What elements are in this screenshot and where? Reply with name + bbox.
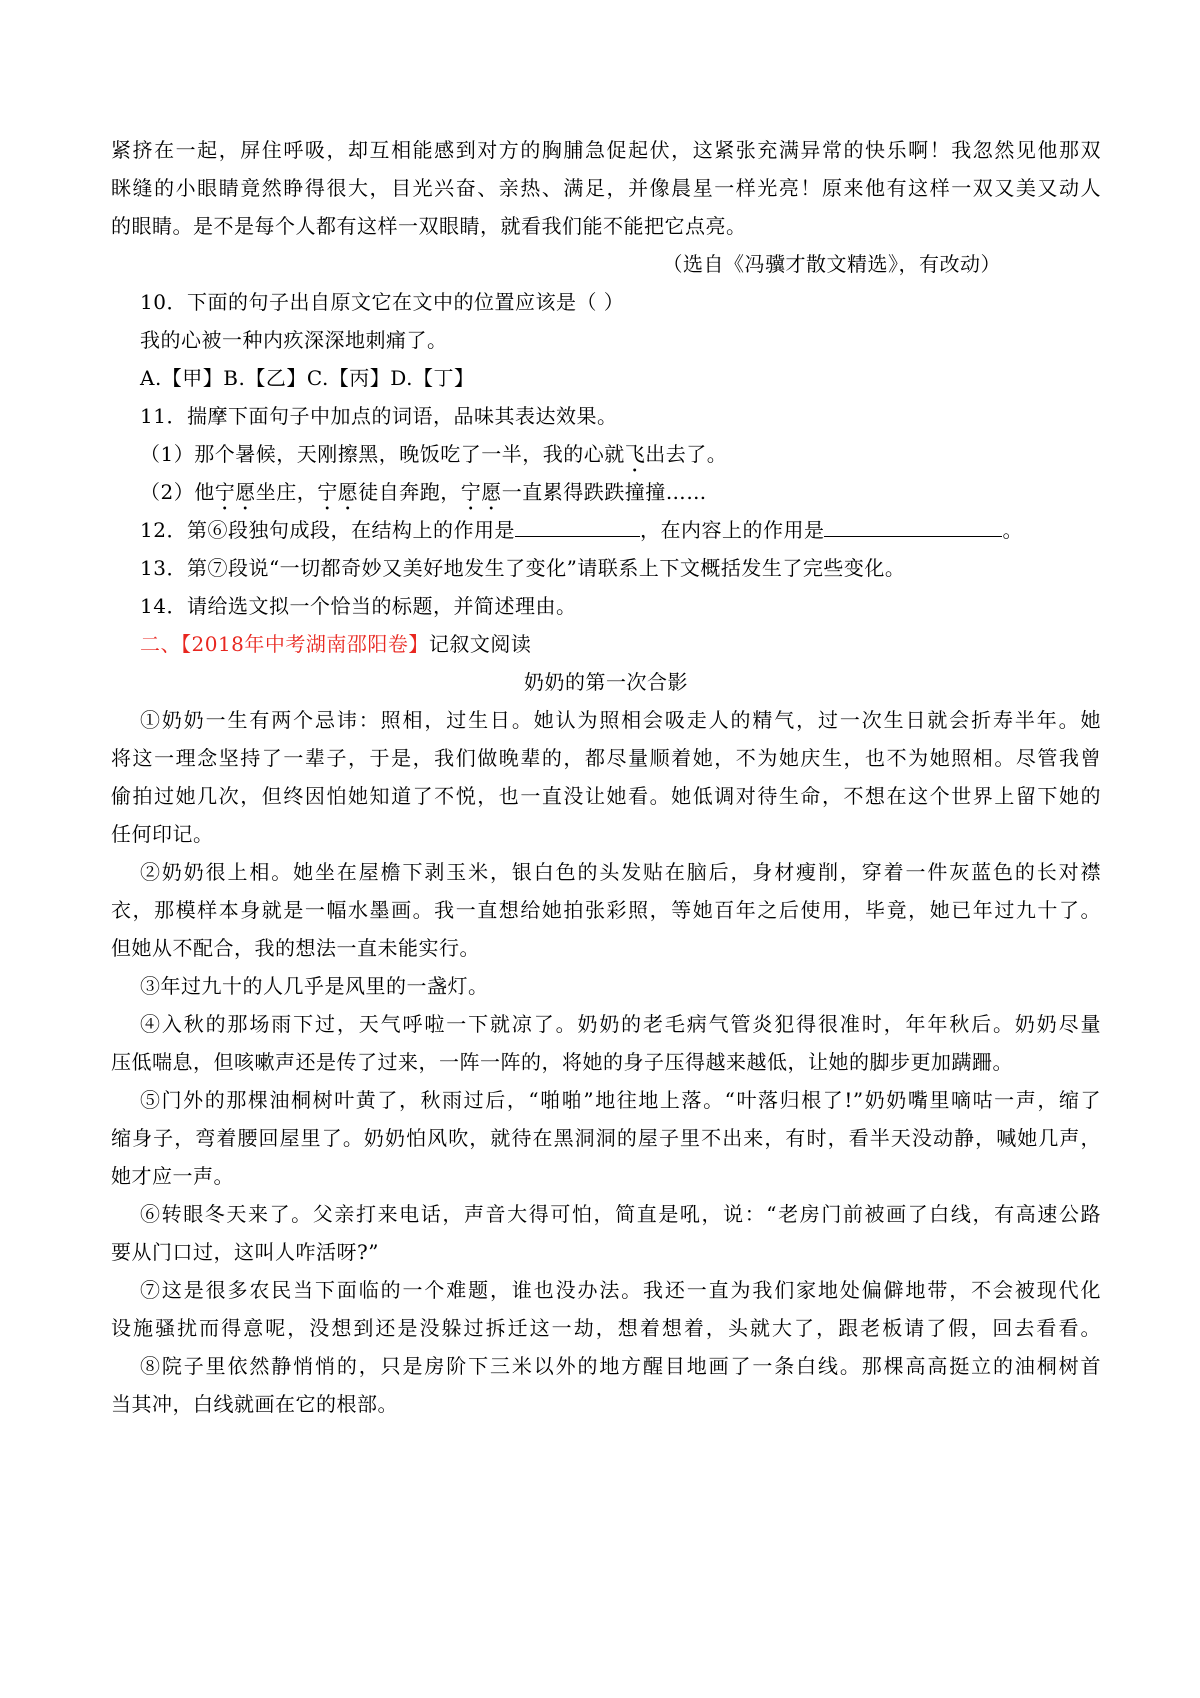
question-14: 14．请给选文拟一个恰当的标题，并简述理由。 (140, 594, 577, 618)
q11-2-text: 徒自奔跑， (358, 480, 461, 504)
paragraph-line: 当其冲，白线就画在它的根部。 (111, 1392, 398, 1416)
question-10-options: A.【甲】B.【乙】C.【丙】D.【丁】 (140, 366, 475, 390)
paragraph-line: 偷拍过她几次，但终因怕她知道了不悦，也一直没让她看。她低调对待生命，不想在这个世界上留下她的 (111, 784, 1101, 808)
paragraph-line: 缩身子，弯着腰回屋里了。奶奶怕风吹，就待在黑洞洞的屋子里不出来，有时，看半天没动静，喊她几声， (111, 1126, 1101, 1150)
section-type: 记叙文阅读 (428, 632, 532, 656)
paragraph-line: 她才应一声。 (111, 1164, 234, 1188)
paragraph-line: 衣，那模样本身就是一幅水墨画。我一直想给她拍张彩照，等她百年之后使用，毕竟，她已年过九十了。 (111, 898, 1101, 922)
paragraph-line: ①奶奶一生有两个忌讳：照相，过生日。她认为照相会吸走人的精气，过一次生日就会折寿半年。她 (140, 708, 1101, 732)
q11-2-dotted-word: 宁愿 (317, 480, 359, 504)
article-title: 奶奶的第一次合影 (524, 670, 688, 694)
paragraph-line: 设施骚扰而得意呢，没想到还是没躲过拆迁这一劫，想着想着，头就大了，跟老板请了假，回去看看。 (111, 1316, 1101, 1340)
paragraph-line: 压低喘息，但咳嗽声还是传了过来，一阵一阵的，将她的身子压得越来越低，让她的脚步更加蹒跚。 (111, 1050, 1013, 1074)
q12-text: ，在内容上的作用是 (639, 518, 825, 542)
q11-1-text: （1）那个暑候，天刚擦黑，晚饭吃了一半，我的心就 (140, 442, 625, 466)
paragraph-line: 任何印记。 (111, 822, 214, 846)
section-number: 二、 (140, 632, 181, 656)
question-10-sentence: 我的心被一种内疚深深地刺痛了。 (140, 328, 448, 352)
q11-1-text-end: 出去了。 (645, 442, 728, 466)
question-10: 10．下面的句子出自原文它在文中的位置应该是（ ） (140, 290, 625, 314)
q11-2-dotted-word: 宁愿 (460, 480, 502, 504)
section-source: 【2018年中考湖南邵阳卷】 (181, 632, 429, 656)
paragraph-line: ⑧院子里依然静悄悄的，只是房阶下三米以外的地方醒目地画了一条白线。那棵高高挺立的油桐树首 (140, 1354, 1101, 1378)
paragraph-line: ④入秋的那场雨下过，天气呼啦一下就凉了。奶奶的老毛病气管炎犯得很准时，年年秋后。奶奶尽量 (140, 1012, 1101, 1036)
question-11-1 (140, 442, 1130, 477)
q11-1-dotted-word: 飞 (624, 442, 646, 466)
question-13: 13．第⑦段说“一切都奇妙又美好地发生了变化”请联系上下文概括发生了完些变化。 (140, 556, 906, 580)
q12-text: 12．第⑥段独句成段，在结构上的作用是 (140, 518, 515, 542)
section-heading (140, 632, 1130, 656)
paragraph-line: ⑥转眼冬天来了。父亲打来电话，声音大得可怕，简直是吼，说：“老房门前被画了白线，有高速公路 (140, 1202, 1101, 1226)
paragraph-line: ②奶奶很上相。她坐在屋檐下剥玉米，银白色的头发贴在脑后，身材瘦削，穿着一件灰蓝色的长对襟 (140, 860, 1101, 884)
q11-2-text-end: 一直累得跌跌撞撞…… (501, 480, 707, 504)
q11-2-text: （2）他 (140, 480, 215, 504)
q11-2-dotted-word: 宁愿 (214, 480, 256, 504)
passage1-line: 眯缝的小眼睛竟然睁得很大，目光兴奋、亲热、满足，并像晨星一样光亮！原来他有这样一双又美又动人 (111, 176, 1101, 200)
passage1-line: 的眼睛。是不是每个人都有这样一双眼睛，就看我们能不能把它点亮。 (111, 214, 747, 238)
paragraph-line: ⑤门外的那棵油桐树叶黄了，秋雨过后，“啪啪”地往地上落。“叶落归根了!”奶奶嘴里嘀咕一声，缩了 (140, 1088, 1101, 1112)
paragraph-line: ③年过九十的人几乎是风里的一盏灯。 (140, 974, 489, 998)
paragraph-line: 将这一理念坚持了一辈子，于是，我们做晚辈的，都尽量顺着她，不为她庆生，也不为她照相。尽管我曾 (111, 746, 1101, 770)
question-11: 11．揣摩下面句子中加点的词语，品味其表达效果。 (140, 404, 618, 428)
paragraph-line: ⑦这是很多农民当下面临的一个难题，谁也没办法。我还一直为我们家地处偏僻地带，不会被现代化 (140, 1278, 1101, 1302)
passage1-line: 紧挤在一起，屏住呼吸，却互相能感到对方的胸脯急促起伏，这紧张充满异常的快乐啊！我忽然见他那双 (111, 138, 1101, 162)
q12-text-end: 。 (1002, 518, 1023, 542)
source-citation: （选自《冯骥才散文精选》，有改动） (662, 252, 1001, 276)
q11-2-text: 坐庄， (255, 480, 318, 504)
answer-blank[interactable] (515, 518, 640, 537)
paragraph-line: 要从门口过，这叫人咋活呀?” (111, 1240, 379, 1264)
answer-blank[interactable] (824, 518, 1002, 537)
question-12 (140, 518, 1130, 542)
question-11-2 (140, 480, 1130, 515)
paragraph-line: 但她从不配合，我的想法一直未能实行。 (111, 936, 480, 960)
